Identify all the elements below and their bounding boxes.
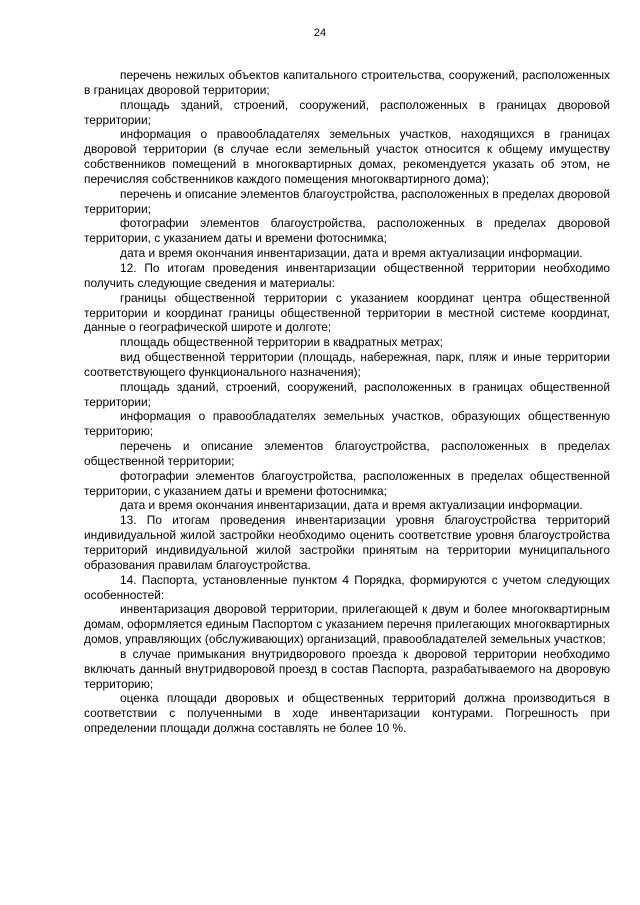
page-number: 24: [313, 27, 327, 39]
document-body: [84, 68, 610, 736]
paragraph: оценка площади дворовых и общественных территорий должна производиться в соответствии с полученными в ходе инвентаризации контурами. Погрешность при определении площади должна составлять не более 10 %.: [84, 691, 610, 736]
paragraph: границы общественной территории с указанием координат центра общественной территории и координат границы общественной территории в местной системе координат, данные о географической широте и долготе;: [84, 290, 610, 335]
paragraph: площадь зданий, строений, сооружений, расположенных в границах общественной территории;: [84, 379, 610, 409]
paragraph: фотографии элементов благоустройства, расположенных в пределах дворовой территории, с указанием даты и времени фотоснимка;: [84, 216, 610, 246]
paragraph: площадь общественной территории в квадратных метрах;: [120, 335, 444, 350]
paragraph: площадь зданий, строений, сооружений, расположенных в границах дворовой территории;: [84, 97, 610, 127]
paragraph: вид общественной территории (площадь, набережная, парк, пляж и иные территории соответствующего функционального назначения);: [84, 350, 610, 379]
paragraph: фотографии элементов благоустройства, расположенных в пределах общественной территории, с указанием даты и времени фотоснимка;: [84, 468, 610, 498]
paragraph: информация о правообладателях земельных участков, находящихся в границах дворовой территории (в случае если земельный участок относится к общему имуществу собственников помещений в многоквартирных домах, рекомендуется указать об этом, не перечисляя собственников каждого помещения многоквартирного дома);: [84, 127, 610, 186]
paragraph: дата и время окончания инвентаризации, дата и время актуализации информации.: [120, 246, 583, 261]
paragraph: дата и время окончания инвентаризации, дата и время актуализации информации.: [120, 498, 583, 513]
paragraph: информация о правообладателях земельных участков, образующих общественную территорию;: [84, 409, 610, 439]
paragraph: 14. Паспорта, установленные пунктом 4 Порядка, формируются с учетом следующих особенностей:: [84, 572, 610, 602]
paragraph: инвентаризация дворовой территории, прилегающей к двум и более многоквартирным домам, оформляется единым Паспортом с указанием перечня прилегающих многоквартирных домов, управляющих (обслуживающих) организаций, правообладателей земельных участков;: [84, 602, 610, 647]
paragraph: в случае примыкания внутридворового проезда к дворовой территории необходимо включать данный внутридворовой проезд в состав Паспорта, разрабатываемого на дворовую территорию;: [84, 646, 610, 691]
paragraph: перечень и описание элементов благоустройства, расположенных в пределах общественной территории;: [84, 439, 610, 468]
paragraph: перечень и описание элементов благоустройства, расположенных в пределах дворовой территории;: [84, 186, 610, 216]
paragraph: 12. По итогам проведения инвентаризации общественной территории необходимо получить следующие сведения и материалы:: [84, 260, 610, 290]
paragraph: перечень нежилых объектов капитального строительства, сооружений, расположенных в границах дворовой территории;: [84, 68, 610, 97]
paragraph: 13. По итогам проведения инвентаризации уровня благоустройства территорий индивидуальной жилой застройки необходимо оценить соответствие уровня благоустройства территорий индивидуальной жилой застройки принятым на территории муниципального образования правилам благоустройства.: [84, 513, 610, 572]
